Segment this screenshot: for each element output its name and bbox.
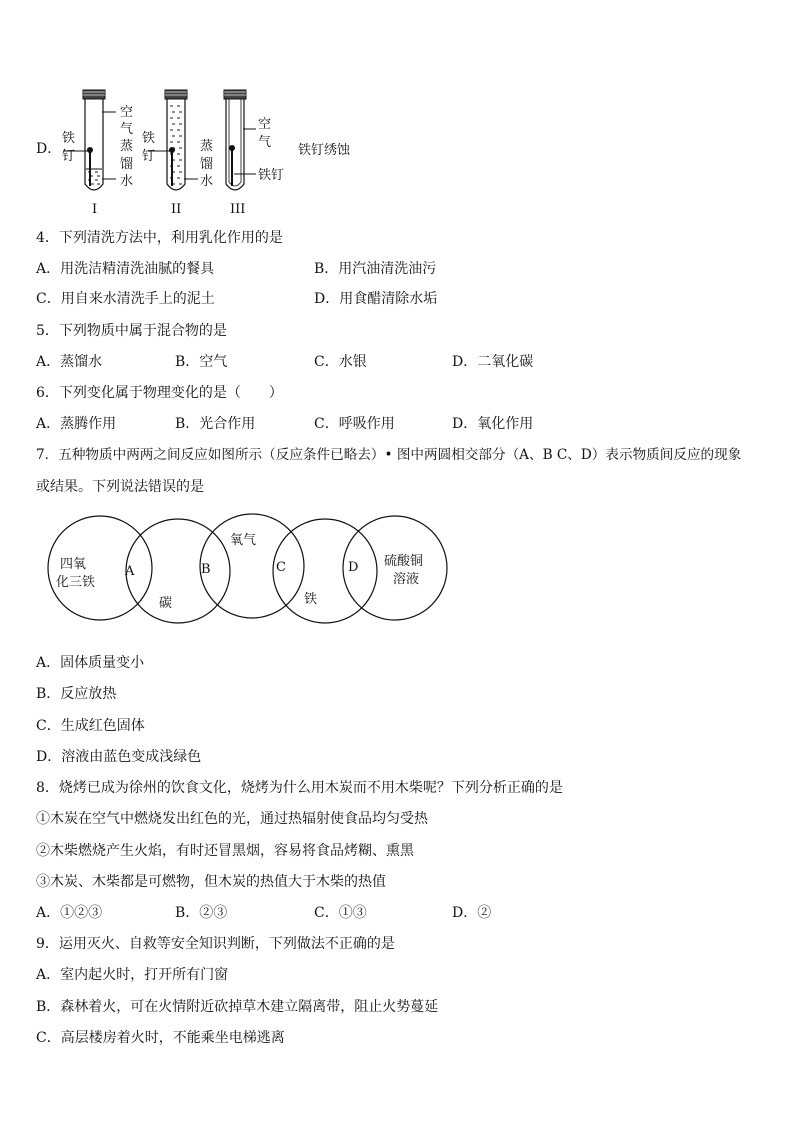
tube2-roman: II <box>171 202 182 217</box>
tube-1 <box>62 90 133 217</box>
tube1-right-1: 空 <box>120 105 134 120</box>
circle-oxygen <box>200 514 304 618</box>
circle-label-carbon: 碳 <box>159 596 173 611</box>
tube1-right-4: 馏 <box>120 157 134 172</box>
q5-option-d: D．二氧化碳 <box>452 354 534 370</box>
tube2-right-3: 水 <box>200 174 214 189</box>
q8-option-c: C．①③ <box>314 905 367 921</box>
q6-option-a: A．蒸腾作用 <box>36 416 117 432</box>
q7-option-d: D．溶液由蓝色变成浅绿色 <box>36 749 202 765</box>
q3-option-d-prefix: D． <box>36 141 62 157</box>
q8-option-d: D．② <box>452 905 492 921</box>
q9-option-b: B．森林着火，可在火情附近砍掉草木建立隔离带，阻止火势蔓延 <box>36 999 439 1015</box>
q8-option-a: A．①②③ <box>36 905 103 921</box>
q8-option-b: B．②③ <box>175 905 228 921</box>
q4-stem: 4．下列清洗方法中，利用乳化作用的是 <box>36 230 283 246</box>
tube3-right-2: 气 <box>258 135 272 150</box>
q8-statement-3: ③木炭、木柴都是可燃物，但木炭的热值大于木柴的热值 <box>36 874 386 890</box>
q8-statement-2: ②木柴燃烧产生火焰，有时还冒黑烟，容易将食品烤糊、熏黑 <box>36 843 414 859</box>
circle-label-fe3o4-2: 化三铁 <box>56 575 96 590</box>
tube1-roman: I <box>92 202 98 217</box>
circle-label-cuso4-2: 溶液 <box>393 572 420 587</box>
circle-label-cuso4-1: 硫酸铜 <box>384 554 424 569</box>
q7-stem-line1: 7．五种物质中两两之间反应如图所示（反应条件已略去）• 图中两圆相交部分（A、B C、D）表示物质间反应的现象 <box>36 447 742 463</box>
q4-option-a: A．用洗洁精清洗油腻的餐具 <box>36 261 215 277</box>
q5-option-c: C．水银 <box>314 354 367 370</box>
q9-option-a: A．室内起火时，打开所有门窗 <box>36 967 229 983</box>
tube2-left-2: 钉 <box>142 149 156 164</box>
q4-option-b: B．用汽油清洗油污 <box>314 261 437 277</box>
region-b: B <box>201 562 211 577</box>
q6-option-d: D．氧化作用 <box>452 416 534 432</box>
tube1-right-3: 蒸 <box>120 139 134 154</box>
q7-option-c: C．生成红色固体 <box>36 718 145 734</box>
q5-stem: 5．下列物质中属于混合物的是 <box>36 323 227 339</box>
q7-stem-line2: 或结果。下列说法错误的是 <box>36 479 204 495</box>
region-a: A <box>125 564 135 579</box>
tube-3 <box>224 90 284 217</box>
circle-label-fe3o4-1: 四氧 <box>60 557 87 572</box>
test-tube-figure <box>58 86 358 222</box>
tube2-left-1: 铁 <box>142 131 156 146</box>
tube1-left-2: 钉 <box>62 149 76 164</box>
five-circle-diagram <box>40 512 450 628</box>
q8-statement-1: ①木炭在空气中燃烧发出红色的光，通过热辐射使食品均匀受热 <box>36 811 428 827</box>
tube3-roman: III <box>230 202 246 217</box>
q4-option-c: C．用自来水清洗手上的泥土 <box>36 291 215 307</box>
q6-option-c: C．呼吸作用 <box>314 416 395 432</box>
tube1-right-5: 水 <box>120 174 134 189</box>
figure-caption: 铁钉绣蚀 <box>298 143 351 158</box>
tube-2 <box>142 90 213 217</box>
q4-option-d: D．用食醋清除水垢 <box>314 291 438 307</box>
tube2-right-2: 馏 <box>200 157 214 172</box>
region-c: C <box>276 560 286 575</box>
q5-option-a: A．蒸馏水 <box>36 354 103 370</box>
q5-option-b: B．空气 <box>175 354 228 370</box>
region-d: D <box>348 560 359 575</box>
tube1-left-1: 铁 <box>62 131 76 146</box>
tube3-nail: 铁钉 <box>258 168 285 183</box>
tube3-right-1: 空 <box>258 117 272 132</box>
q7-option-a: A．固体质量变小 <box>36 655 145 671</box>
q9-stem: 9．运用灭火、自救等安全知识判断，下列做法不正确的是 <box>36 936 395 952</box>
circle-carbon <box>126 519 230 623</box>
q8-stem: 8．烧烤已成为徐州的饮食文化，烧烤为什么用木炭而不用木柴呢？下列分析正确的是 <box>36 780 563 796</box>
circle-label-oxygen: 氧气 <box>230 533 257 548</box>
tube1-right-2: 气 <box>120 122 134 137</box>
q6-option-b: B．光合作用 <box>175 416 256 432</box>
tube2-right-1: 蒸 <box>200 139 214 154</box>
q6-stem: 6．下列变化属于物理变化的是（ ） <box>36 385 283 401</box>
circle-label-iron: 铁 <box>304 592 318 607</box>
q7-option-b: B．反应放热 <box>36 686 117 702</box>
q9-option-c: C．高层楼房着火时，不能乘坐电梯逃离 <box>36 1030 285 1046</box>
